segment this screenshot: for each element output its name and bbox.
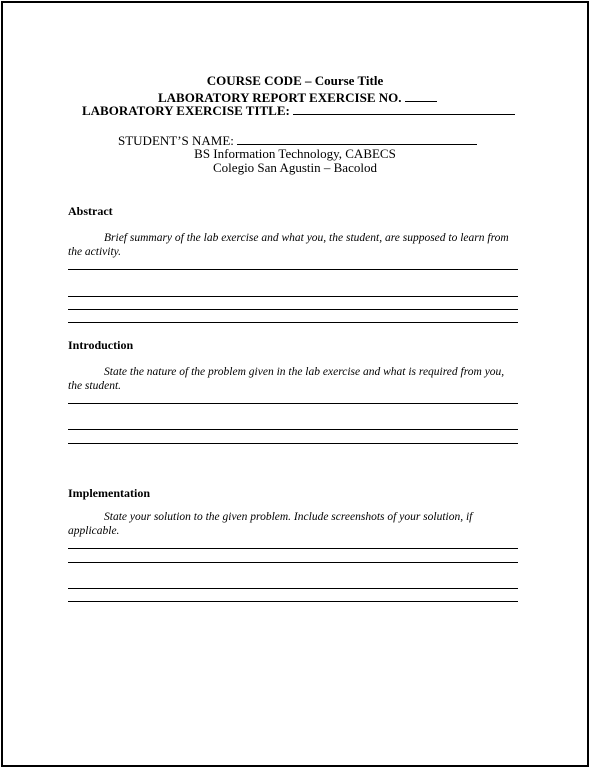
program-line: BS Information Technology, CABECS [194, 146, 396, 161]
student-name-blank[interactable] [237, 132, 477, 145]
introduction-heading: Introduction [68, 338, 134, 352]
student-name-label: STUDENT’S NAME: [118, 133, 234, 148]
exercise-title-blank[interactable] [293, 102, 515, 115]
exercise-title-label: LABORATORY EXERCISE TITLE: [82, 103, 290, 118]
report-number-blank[interactable] [405, 89, 437, 102]
introduction-instructions: State the nature of the problem given in the lab exercise and what is required from you, the student. [68, 366, 505, 392]
implementation-answer-line[interactable] [68, 601, 518, 602]
abstract-heading: Abstract [68, 204, 113, 218]
implementation-instructions: State your solution to the given problem. Include screenshots of your solution, if applicable. [68, 511, 473, 537]
course-title: COURSE CODE – Course Title [206, 73, 384, 88]
abstract-instructions: Brief summary of the lab exercise and what you, the student, are supposed to learn from the activity. [68, 232, 509, 258]
introduction-answer-line[interactable] [68, 403, 518, 404]
introduction-answer-line[interactable] [68, 443, 518, 444]
abstract-answer-line[interactable] [68, 296, 518, 297]
abstract-answer-line[interactable] [68, 322, 518, 323]
implementation-answer-line[interactable] [68, 562, 518, 563]
school-line: Colegio San Agustin – Bacolod [213, 160, 377, 175]
abstract-answer-line[interactable] [68, 309, 518, 310]
report-number-label: LABORATORY REPORT EXERCISE NO. [158, 90, 402, 105]
implementation-heading: Implementation [68, 486, 150, 500]
implementation-answer-line[interactable] [68, 548, 518, 549]
implementation-answer-line[interactable] [68, 588, 518, 589]
abstract-answer-line[interactable] [68, 269, 518, 270]
introduction-answer-line[interactable] [68, 429, 518, 430]
exercise-title-line [82, 102, 515, 118]
